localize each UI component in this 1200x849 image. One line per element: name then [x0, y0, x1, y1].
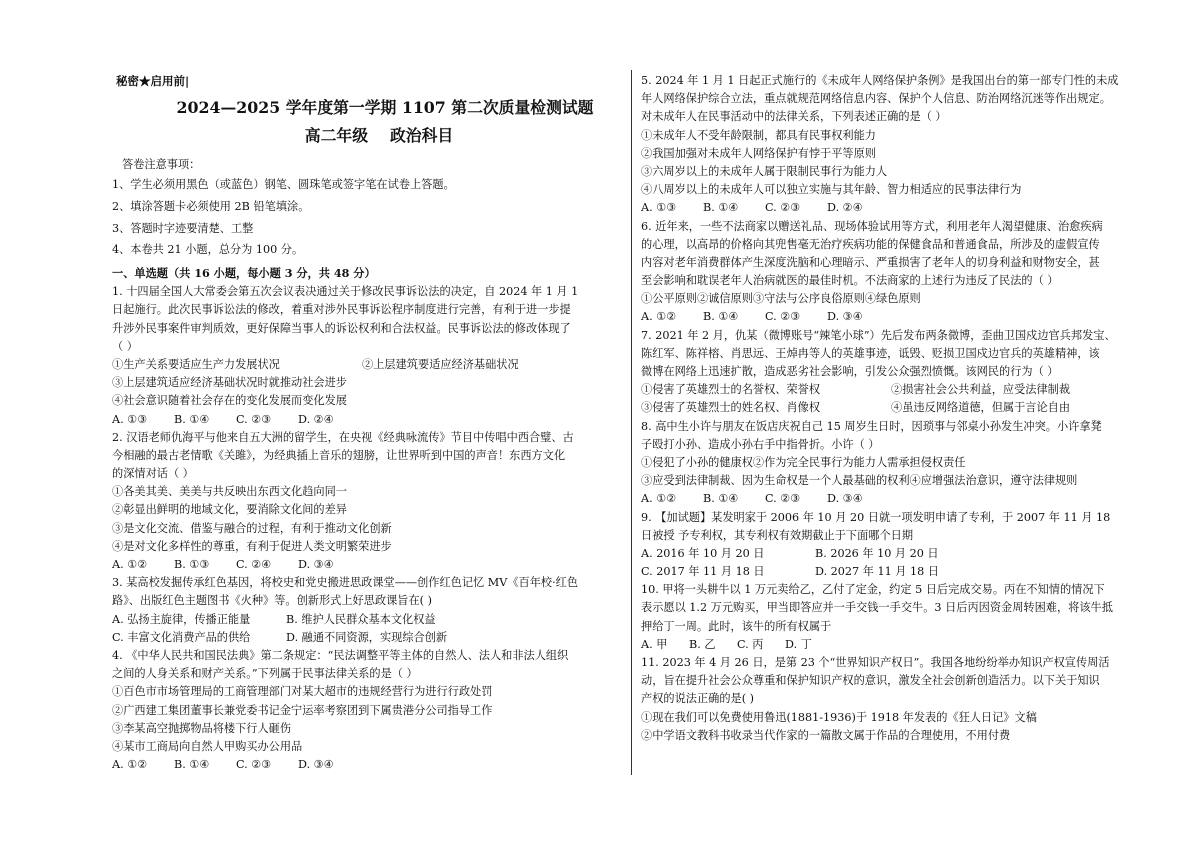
question-8	[641, 418, 1179, 509]
question-2	[112, 429, 622, 575]
question-text: 路》、出版红色主题图书《火种》等。创新形式上好思政课旨在( )	[112, 594, 432, 608]
question-3	[112, 574, 622, 647]
answer-option: D. ②④	[298, 412, 334, 426]
answer-options	[112, 756, 622, 774]
statement: ②广西建工集团董事长兼党委书记金宁运率考察团到下属贵港分公司指导工作	[112, 703, 493, 717]
statement: ②上层建筑要适应经济基础状况	[362, 357, 519, 371]
statement: ①各美其美、美美与共反映出东西文化趋向同一	[112, 485, 347, 499]
answer-option: B. ①④	[174, 758, 210, 772]
answer-option: C. ②③	[236, 412, 272, 426]
question-text: 日起施行。此次民事诉讼法的修改，着重对涉外民事诉讼程序制度进行完善，有利于进一步提	[112, 303, 571, 317]
question-5	[641, 72, 1179, 218]
answer-option: C. 2017 年 11 月 18 日	[641, 565, 765, 579]
answer-option: A. ①②	[641, 310, 677, 324]
statement: ④虽违反网络道德，但属于言论自由	[891, 401, 1071, 415]
statement: ③上层建筑适应经济基础状况时就推动社会进步	[112, 376, 347, 390]
answer-option: A. 2016 年 10 月 20 日	[641, 546, 765, 560]
exam-title: 2024—2025 学年度第一学期 1107 第二次质量检测试题	[176, 98, 594, 117]
answer-option: A. ①③	[641, 201, 677, 215]
answer-option: C. ②③	[765, 310, 801, 324]
answer-options	[641, 199, 1179, 217]
note-item: 3、答题时字迹要清楚、工整	[112, 221, 254, 235]
right-column	[641, 72, 1179, 745]
answer-option: B. 维护人民群众基本文化权益	[286, 612, 436, 626]
statement: ①未成年人不受年龄限制，都具有民事权利能力	[641, 128, 876, 142]
secret-label: 秘密★启用前|	[116, 74, 190, 88]
question-text: 年人网络保护综合立法，重点就规范网络信息内容、保护个人信息、防治网络沉迷等作出规定。	[641, 92, 1111, 106]
statement: ①公平原则②诚信原则③守法与公序良俗原则④绿色原则	[641, 292, 921, 306]
statement: ①百色市市场管理局的工商管理部门对某大超市的违规经营行为进行行政处罚	[112, 685, 493, 699]
question-11	[641, 654, 1179, 745]
statement: ②损害社会公共利益，应受法律制裁	[891, 383, 1071, 397]
statement: ③侵害了英雄烈士的姓名权、肖像权	[641, 401, 821, 415]
answer-option: D. 2027 年 11 月 18 日	[815, 565, 939, 579]
answer-option: B. ①④	[174, 412, 210, 426]
answer-option: B. 2026 年 10 月 20 日	[815, 546, 939, 560]
question-6	[641, 218, 1179, 327]
answer-options	[641, 563, 1179, 581]
subject-label: 政治科目	[390, 126, 454, 145]
question-text: 5. 2024 年 1 月 1 日起正式施行的《未成年人网络保护条例》是我国出台的第一部专门性的未成	[641, 74, 1119, 87]
question-text: 子殴打小孙、造成小孙右手中指骨折。小许（ ）	[641, 437, 880, 451]
statement: ③六周岁以上的未成年人属于限制民事行为能力人	[641, 164, 888, 178]
answer-option: C. 丰富文化消费产品的供给	[112, 630, 251, 644]
answer-option: D. ②④	[827, 201, 863, 215]
answer-option: D. 融通不同资源，实现综合创新	[286, 630, 448, 644]
answer-option: B. ①④	[703, 201, 739, 215]
statement: ④是对文化多样性的尊重，有利于促进人类文明繁荣进步	[112, 539, 392, 553]
answer-options	[112, 629, 622, 647]
answer-option: B. 乙	[689, 637, 716, 651]
answer-options	[112, 611, 622, 629]
question-text: 微博在网络上迅速扩散，造成恶劣社会影响，引发公众强烈愤慨。该网民的行为（ ）	[641, 365, 1059, 378]
statement: ③是文化交流、借鉴与融合的过程，有利于推动文化创新	[112, 521, 392, 535]
question-text: 今相融的最古老情歌《关雎》，为经典插上音乐的翅膀，让世界听到中国的声音！东西方文化	[112, 448, 566, 462]
question-text: 升涉外民事案件审判质效，更好保障当事人的诉讼权利和合法权益。民事诉讼法的修改体现了	[112, 321, 571, 335]
answer-option: C. ②④	[236, 558, 272, 571]
answer-option: C. ②③	[765, 492, 801, 506]
answer-option: A. ①②	[112, 758, 148, 772]
answer-options	[112, 411, 622, 429]
question-text: 10. 甲将一头耕牛以 1 万元卖给乙，乙付了定金，约定 5 日后完成交易。丙在不知情的情况下	[641, 583, 1105, 597]
question-text: 押给丁一周。此时，该牛的所有权属于	[641, 619, 832, 633]
statement-row	[641, 381, 1179, 399]
statement: ②中学语文教科书收录当代作家的一篇散文属于作品的合理使用，不用付费	[641, 728, 1011, 742]
question-text: 2. 汉语老师仇海平与他来自五大洲的留学生，在央视《经典咏流传》节目中传唱中西合璧、古	[112, 430, 574, 444]
answer-options	[112, 556, 622, 574]
question-text: 3. 某高校发掘传承红色基因，将校史和党史搬进思政课堂——创作红色记忆 MV《百年校·红色	[112, 576, 579, 590]
answer-option: A. 甲	[641, 637, 668, 651]
answer-option: B. ①④	[703, 492, 739, 506]
statement: ②我国加强对未成年人网络保护有悖于平等原则	[641, 146, 876, 160]
statement: ④某市工商局向自然人甲购买办公用品	[112, 739, 303, 753]
answer-option: C. ②③	[236, 758, 272, 772]
statement: ①侵害了英雄烈士的名誉权、荣誉权	[641, 383, 821, 397]
statement: ③李某高空抛掷物品将楼下行人砸伤	[112, 721, 292, 735]
left-column	[112, 72, 622, 774]
statement: ②彰显出鲜明的地域文化，要消除文化间的差异	[112, 503, 347, 517]
question-text: 表示愿以 1.2 万元购买，甲当即答应并一手交钱一手交牛。3 日后丙因资金周转困难，将该牛抵	[641, 601, 1113, 615]
answer-option: B. ①④	[703, 310, 739, 324]
question-10	[641, 581, 1179, 654]
question-text: 对未成年人在民事活动中的法律关系，下列表述正确的是（ ）	[641, 110, 947, 124]
answer-option: D. ③④	[827, 310, 863, 324]
column-divider	[631, 70, 632, 775]
question-text: 的深情对话（ ）	[112, 467, 194, 481]
answer-option: D. ③④	[298, 758, 334, 772]
question-text: 8. 高中生小许与朋友在饭店庆祝自己 15 周岁生日时，因琐事与邻桌小孙发生冲突。小许拿凳	[641, 419, 1102, 433]
answer-options	[641, 545, 1179, 563]
note-item: 1、学生必须用黑色（或蓝色）钢笔、圆珠笔或签字笔在试卷上答题。	[112, 178, 455, 191]
note-item: 4、本卷共 21 小题，总分为 100 分。	[112, 243, 304, 257]
question-text: 内容对老年消费群体产生深度洗脑和心理暗示、严重损害了老年人的切身利益和财物安全，甚	[641, 255, 1100, 269]
question-text: （ ）	[112, 339, 138, 353]
statement-row	[641, 399, 1179, 417]
question-text: 1. 十四届全国人大常委会第五次会议表决通过关于修改民事诉讼法的决定，自 2024 年 1 月 1	[112, 285, 579, 299]
answer-options	[641, 308, 1179, 326]
answer-options	[641, 490, 1179, 508]
question-text: 9. 【加试题】某发明家于 2006 年 10 月 20 日就一项发明申请了专利，于 2007 年 11 月 18	[641, 510, 1111, 524]
statement-row	[112, 356, 622, 374]
answer-option: A. 弘扬主旋律，传播正能量	[112, 612, 251, 626]
question-text: 之间的人身关系和财产关系。”下列属于民事法律关系的是（ ）	[112, 667, 418, 681]
answer-option: C. 丙	[737, 637, 764, 651]
question-1	[112, 283, 622, 429]
answer-option: D. ③④	[827, 492, 863, 506]
statement: ①现在我们可以免费使用鲁迅(1881-1936)于 1918 年发表的《狂人日记》文稿	[641, 710, 1037, 724]
question-text: 6. 近年来，一些不法商家以赠送礼品、现场体验试用等方式，利用老年人渴望健康、治愈疾病	[641, 219, 1103, 233]
question-text: 产权的说法正确的是( )	[641, 692, 754, 706]
question-text: 11. 2023 年 4 月 26 日，是第 23 个“世界知识产权日”。我国各地纷纷举办知识产权宣传周活	[641, 656, 1110, 669]
notes-title: 答卷注意事项：	[122, 158, 201, 171]
question-text: 至会影响和耽误老年人治病就医的最佳时机。不法商家的上述行为违反了民法的（ ）	[641, 274, 1059, 288]
question-7	[641, 327, 1179, 418]
statement: ①侵犯了小孙的健康权②作为完全民事行为能力人需承担侵权责任	[641, 455, 966, 469]
question-text: 陈红军、陈祥榕、肖思远、王焯冉等人的英雄事迹，诋毁、贬损卫国戍边官兵的英雄精神，该	[641, 346, 1100, 360]
answer-option: D. ③④	[298, 558, 334, 571]
exam-subtitle	[136, 124, 622, 148]
grade-label: 高二年级	[304, 126, 368, 145]
question-text: 4. 《中华人民共和国民法典》第二条规定：“民法调整平等主体的自然人、法人和非法人组织	[112, 648, 569, 662]
question-text: 的心理，以高昂的价格向其兜售毫无治疗疾病功能的保健食品和普通食品，所涉及的虚假宣传	[641, 237, 1100, 251]
section-title: 一、单选题（共 16 小题，每小题 3 分，共 48 分）	[112, 266, 376, 281]
answer-option: C. ②③	[765, 201, 801, 215]
note-item: 2、填涂答题卡必须使用 2B 铅笔填涂。	[112, 199, 310, 213]
statement: ③应受到法律制裁、因为生命权是一个人最基础的权利④应增强法治意识，遵守法律规则	[641, 474, 1078, 488]
answer-option: B. ①③	[174, 558, 210, 571]
answer-option: D. 丁	[785, 637, 812, 651]
answer-option: A. ①②	[641, 492, 677, 506]
answer-option: A. ①③	[112, 412, 148, 426]
question-text: 动，旨在提升社会公众尊重和保护知识产权的意识，激发全社会创新创造活力。以下关于知识	[641, 674, 1100, 688]
statement: ④社会意识随着社会存在的变化发展而变化发展	[112, 394, 347, 408]
question-text: 7. 2021 年 2 月，仇某（微博账号“辣笔小球”）先后发布两条微博，歪曲卫国戍边官兵邦发宝、	[641, 328, 1116, 342]
answer-options	[641, 636, 1179, 654]
question-9	[641, 509, 1179, 582]
statement: ①生产关系要适应生产力发展状况	[112, 357, 280, 371]
statement: ④八周岁以上的未成年人可以独立实施与其年龄、智力相适应的民事法律行为	[641, 183, 1022, 197]
question-4	[112, 647, 622, 774]
answer-option: A. ①②	[112, 558, 148, 571]
question-text: 日被授 予专利权，其专利权有效期截止于下面哪个日期	[641, 528, 914, 542]
